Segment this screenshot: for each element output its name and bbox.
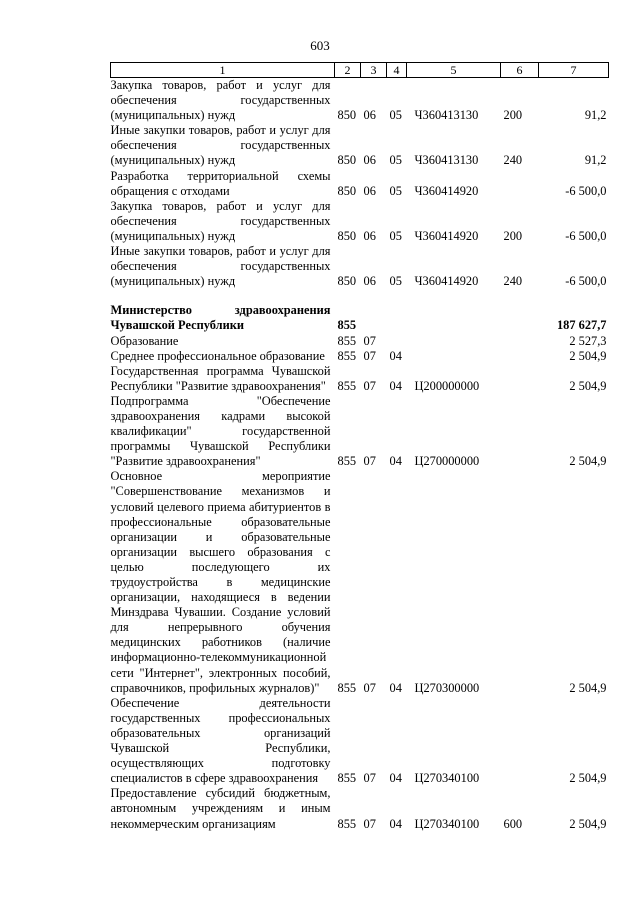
column-header-target: 5 bbox=[407, 63, 501, 78]
row-target-article: Ч360414920 bbox=[414, 228, 479, 243]
row-section-code: 07 bbox=[363, 348, 376, 363]
column-header-section: 3 bbox=[361, 63, 387, 78]
row-ministry-code: 855 bbox=[337, 816, 357, 831]
table-header bbox=[111, 63, 609, 78]
row-ministry-code: 850 bbox=[337, 183, 357, 198]
row-name: Министерство здравоохранения Чувашской Республики bbox=[110, 303, 331, 333]
row-name: Закупка товаров, работ и услуг для обеспечения государственных (муниципальных) нужд bbox=[110, 78, 331, 123]
column-header-expense-type: 6 bbox=[501, 63, 539, 78]
row-ministry-code: 855 bbox=[337, 333, 357, 348]
row-name: Обеспечение деятельности государственных профессиональных образовательных организаций Чувашской Республики, осуществляющих подготовку специалистов в сфере здравоохранения bbox=[110, 695, 331, 786]
row-section-code: 07 bbox=[363, 771, 376, 786]
row-amount: 2 504,9 bbox=[569, 454, 607, 469]
row-name: Закупка товаров, работ и услуг для обеспечения государственных (муниципальных) нужд bbox=[110, 198, 331, 243]
row-subsection-code: 04 bbox=[389, 378, 402, 393]
row-amount: -6 500,0 bbox=[565, 274, 607, 289]
row-ministry-code: 850 bbox=[337, 274, 357, 289]
row-amount: 2 527,3 bbox=[569, 333, 607, 348]
column-header-name: 1 bbox=[111, 63, 335, 78]
row-section-code: 07 bbox=[363, 680, 376, 695]
table-row bbox=[111, 364, 609, 394]
row-target-article: Ц270000000 bbox=[414, 454, 480, 469]
row-amount: 2 504,9 bbox=[569, 816, 607, 831]
row-amount: 91,2 bbox=[584, 108, 607, 123]
row-expense-type: 200 bbox=[503, 228, 523, 243]
row-subsection-code: 04 bbox=[389, 454, 402, 469]
row-section-code: 07 bbox=[363, 454, 376, 469]
table-row bbox=[111, 123, 609, 168]
row-subsection-code: 05 bbox=[389, 108, 402, 123]
row-ministry-code: 855 bbox=[337, 348, 357, 363]
row-target-article bbox=[407, 349, 501, 364]
row-amount: 2 504,9 bbox=[569, 771, 607, 786]
table-row bbox=[111, 169, 609, 199]
row-section-code: 07 bbox=[363, 378, 376, 393]
row-subsection-code: 04 bbox=[389, 816, 402, 831]
row-section-code: 06 bbox=[363, 108, 376, 123]
row-section-code: 07 bbox=[363, 333, 376, 348]
row-section-code: 06 bbox=[363, 228, 376, 243]
row-expense-type bbox=[501, 469, 539, 695]
row-amount: 187 627,7 bbox=[556, 318, 607, 333]
row-amount: 2 504,9 bbox=[569, 378, 607, 393]
row-subsection-code: 05 bbox=[389, 274, 402, 289]
row-amount: 2 504,9 bbox=[569, 348, 607, 363]
row-section-code: 06 bbox=[363, 274, 376, 289]
row-name: Образование bbox=[110, 333, 179, 348]
table-row bbox=[111, 199, 609, 244]
table-row bbox=[111, 349, 609, 364]
row-target-article: Ч360414920 bbox=[414, 183, 479, 198]
row-expense-type bbox=[501, 169, 539, 199]
table-row bbox=[111, 334, 609, 349]
row-subsection-code: 04 bbox=[389, 771, 402, 786]
row-subsection-code: 04 bbox=[389, 348, 402, 363]
row-expense-type bbox=[501, 303, 539, 333]
row-ministry-code: 850 bbox=[337, 108, 357, 123]
column-header-amount: 7 bbox=[539, 63, 609, 78]
row-subsection-code bbox=[387, 303, 407, 333]
row-ministry-code: 850 bbox=[337, 228, 357, 243]
row-amount: -6 500,0 bbox=[565, 228, 607, 243]
row-section-code: 07 bbox=[363, 816, 376, 831]
spacer-cell bbox=[111, 289, 609, 303]
row-expense-type bbox=[501, 696, 539, 787]
page-number: 603 bbox=[310, 38, 330, 53]
table-row bbox=[111, 303, 609, 333]
row-amount: 2 504,9 bbox=[569, 680, 607, 695]
table-row bbox=[111, 786, 609, 831]
row-name: Иные закупки товаров, работ и услуг для обеспечения государственных (муниципальных) нужд bbox=[110, 123, 331, 168]
row-expense-type bbox=[501, 394, 539, 469]
row-name: Иные закупки товаров, работ и услуг для обеспечения государственных (муниципальных) нужд bbox=[110, 244, 331, 289]
table-row bbox=[111, 244, 609, 289]
row-target-article bbox=[407, 303, 501, 333]
row-section-code: 06 bbox=[363, 183, 376, 198]
row-target-article: Ч360414920 bbox=[414, 274, 479, 289]
row-expense-type bbox=[501, 334, 539, 349]
row-target-article: Ц200000000 bbox=[414, 378, 480, 393]
row-expense-type bbox=[501, 364, 539, 394]
row-spacer bbox=[111, 289, 609, 303]
row-subsection-code: 04 bbox=[389, 680, 402, 695]
row-expense-type: 240 bbox=[503, 274, 523, 289]
row-subsection-code bbox=[387, 334, 407, 349]
row-amount: 91,2 bbox=[584, 153, 607, 168]
row-expense-type: 600 bbox=[503, 816, 523, 831]
row-amount: -6 500,0 bbox=[565, 183, 607, 198]
row-name: Предоставление субсидий бюджетным, автономным учреждениям и иным некоммерческим организациям bbox=[110, 786, 331, 831]
row-target-article bbox=[407, 334, 501, 349]
row-expense-type bbox=[501, 349, 539, 364]
row-expense-type: 200 bbox=[503, 108, 523, 123]
row-ministry-code: 855 bbox=[337, 318, 357, 333]
row-name: Подпрограмма "Обеспечение здравоохранения кадрами высокой квалификации" государственной программы Чувашской Республики "Развитие здравоохранения" bbox=[110, 393, 331, 469]
row-target-article: Ч360413130 bbox=[414, 153, 479, 168]
row-section-code: 06 bbox=[363, 153, 376, 168]
row-name: Среднее профессиональное образование bbox=[110, 348, 325, 363]
row-subsection-code: 05 bbox=[389, 183, 402, 198]
row-target-article: Ц270300000 bbox=[414, 680, 480, 695]
table-row bbox=[111, 469, 609, 695]
row-section-code bbox=[361, 303, 387, 333]
table-row bbox=[111, 696, 609, 787]
budget-table bbox=[110, 62, 609, 832]
table-body bbox=[111, 78, 609, 832]
table-row bbox=[111, 394, 609, 469]
row-subsection-code: 05 bbox=[389, 228, 402, 243]
table-row bbox=[111, 78, 609, 124]
row-ministry-code: 850 bbox=[337, 153, 357, 168]
row-target-article: Ч360413130 bbox=[414, 108, 479, 123]
row-name: Государственная программа Чувашской Республики "Развитие здравоохранения" bbox=[110, 363, 331, 393]
row-expense-type: 240 bbox=[503, 153, 523, 168]
row-ministry-code: 855 bbox=[337, 771, 357, 786]
row-subsection-code: 05 bbox=[389, 153, 402, 168]
row-name: Основное мероприятие "Совершенствование механизмов и условий целевого приема абитуриентов в профессиональные образовательные организации и образовательные организации высшего образования с целью последующего их трудоустройства в медицинские организации, находящиеся в ведении Минздрава Чувашии. Создание условий для непрерывного обучения медицинских работников (наличие информационно-телекоммуникационной сети "Интернет", электронных пособий, справочников, профильных журналов)" bbox=[110, 469, 331, 695]
row-target-article: Ц270340100 bbox=[414, 816, 480, 831]
row-ministry-code: 855 bbox=[337, 680, 357, 695]
column-header-subsection: 4 bbox=[387, 63, 407, 78]
row-ministry-code: 855 bbox=[337, 378, 357, 393]
row-name: Разработка территориальной схемы обращения с отходами bbox=[110, 168, 331, 198]
column-header-ministry: 2 bbox=[335, 63, 361, 78]
row-ministry-code: 855 bbox=[337, 454, 357, 469]
row-target-article: Ц270340100 bbox=[414, 771, 480, 786]
